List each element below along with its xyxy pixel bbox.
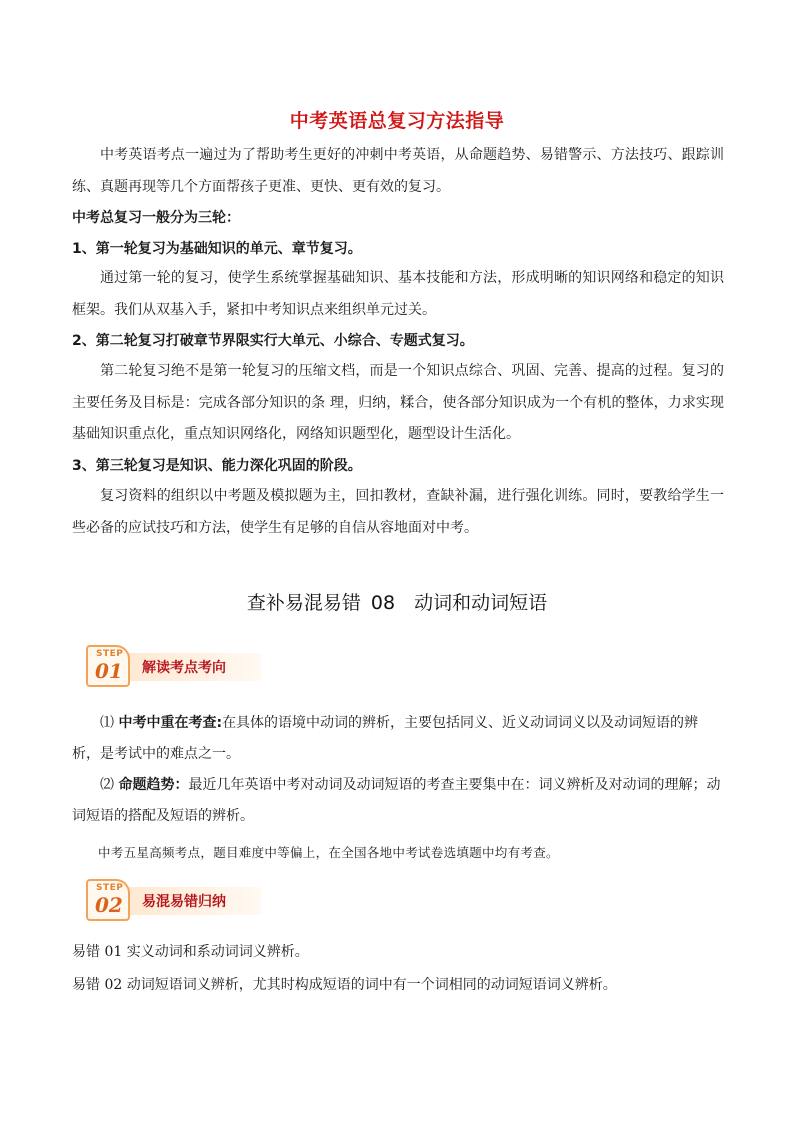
point-1 (72, 708, 724, 770)
step-title: 解读考点考向 (142, 660, 226, 676)
point-1-number: ⑴ (100, 715, 114, 731)
intro-paragraph: 中考英语考点一遍过为了帮助考生更好的冲刺中考英语，从命题趋势、易错警示、方法技巧、跟踪训练、真题再现等几个方面帮孩子更准、更快、更有效的复习。 (72, 147, 724, 195)
step-badge (86, 879, 130, 921)
step-badge-number: 01 (95, 659, 123, 683)
rounds-heading: 中考总复习一般分为三轮： (72, 210, 240, 226)
error-item-01: 易错 01 实义动词和系动词词义辨析。 (72, 944, 309, 960)
point-2-label: 命题趋势： (118, 777, 189, 793)
round3-paragraph: 复习资料的组织以中考题及模拟题为主，回扣教材，查缺补漏，进行强化训练。同时，要教给学生一些必备的应试技巧和方法，使学生有足够的自信从容地面对中考。 (72, 488, 724, 536)
page-title: 中考英语总复习方法指导 (289, 110, 505, 132)
step-badge-label: STEP (96, 649, 124, 659)
point-1-label: 中考中重在考查: (118, 715, 223, 731)
round1-paragraph: 通过第一轮的复习，使学生系统掌握基础知识、基本技能和方法，形成明晰的知识网络和稳定的知识框架。我们从双基入手，紧扣中考知识点来组织单元过关。 (72, 270, 724, 318)
round2-paragraph: 第二轮复习绝不是第一轮复习的压缩文档，而是一个知识点综合、巩固、完善、提高的过程。复习的主要任务及目标是：完成各部分知识的条 理，归纳，糅合，使各部分知识成为一个有机的整体，力求实现基础知识重点化，重点知识网络化，网络知识题型化，题型设计生活化。 (72, 363, 724, 442)
step-badge-label: STEP (96, 883, 124, 893)
step-01-banner (86, 648, 262, 688)
point-2-number: ⑵ (100, 777, 114, 793)
error-item-02: 易错 02 动词短语词义辨析，尤其时构成短语的词中有一个词相同的动词短语词义辨析。 (72, 977, 617, 993)
point-2-text: 最近几年英语中考对动词及动词短语的考查主要集中在：词义辨析及对动词的理解；动词短语的搭配及短语的辨析。 (72, 777, 721, 824)
step-title: 易混易错归纳 (142, 894, 226, 910)
frequency-note: 中考五星高频考点，题目难度中等偏上，在全国各地中考试卷选填题中均有考查。 (98, 845, 559, 860)
step-badge (86, 645, 130, 687)
step-badge-number: 02 (95, 893, 123, 917)
point-2 (72, 770, 724, 832)
round1-heading: 1、第一轮复习为基础知识的单元、章节复习。 (72, 241, 362, 257)
point-1-text: 在具体的语境中动词的辨析，主要包括同义、近义动词词义以及动词短语的辨析，是考试中的难点之一。 (72, 715, 699, 762)
round3-heading: 3、第三轮复习是知识、能力深化巩固的阶段。 (72, 458, 362, 474)
section-title: 查补易混易错 08 动词和动词短语 (246, 592, 548, 614)
step-02-banner (86, 882, 262, 922)
round2-heading: 2、第二轮复习打破章节界限实行大单元、小综合、专题式复习。 (72, 333, 474, 349)
